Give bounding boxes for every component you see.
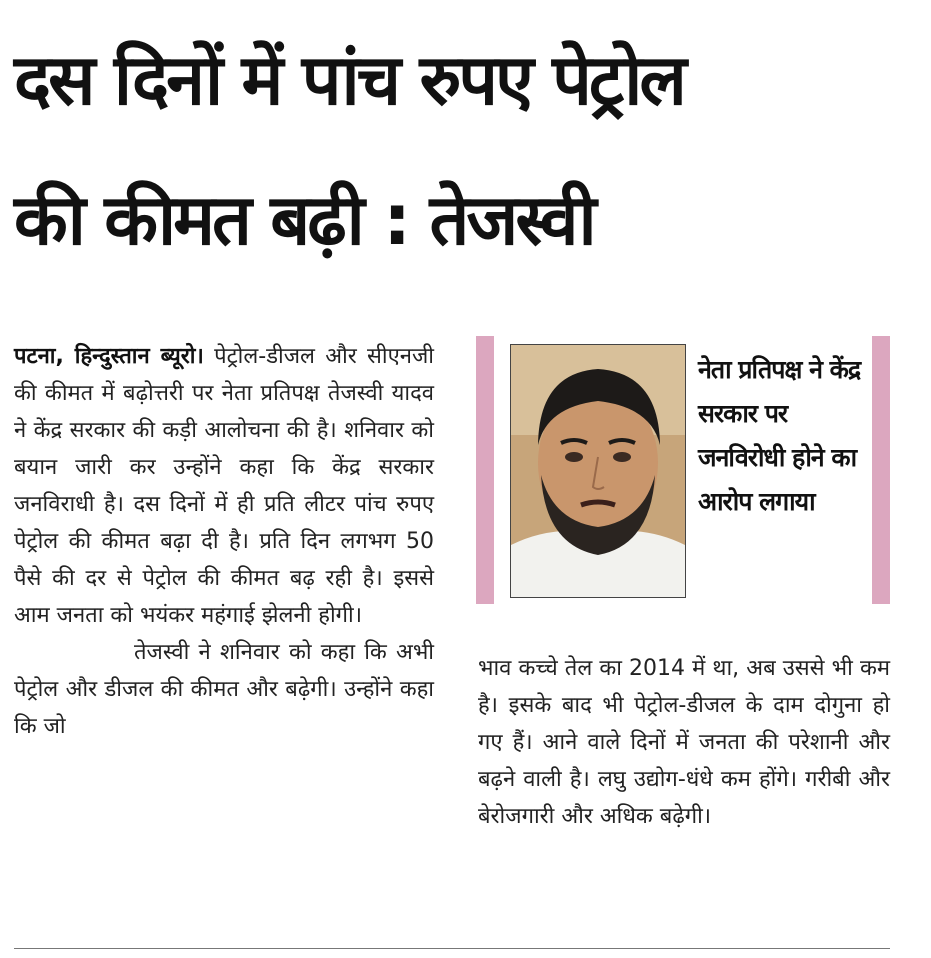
paragraph-1-text: पेट्रोल-डीजल और सीएनजी की कीमत में बढ़ोत्तरी पर नेता प्रतिपक्ष तेजस्वी यादव ने केंद्र सरकार की कड़ी आलोचना की है। शनिवार को बयान जारी कर उन्होंने कहा कि केंद्र सरकार जनविराधी है। दस दिनों में ही प्रति लीटर पांच रुपए पेट्रोल की कीमत बढ़ा दी है। प्रति दिन लगभग 50 पैसे की दर से पेट्रोल की कीमत बढ़ रही है। इससे आम जनता को भयंकर महंगाई झेलनी होगी। (14, 344, 434, 628)
pull-quote-text: नेता प्रतिपक्ष ने केंद्र सरकार पर जनविरोधी होने का आरोप लगाया (698, 355, 861, 516)
bottom-rule (14, 948, 890, 949)
paragraph-2: तेजस्वी ने शनिवार को कहा कि अभी पेट्रोल और डीजल की कीमत और बढ़ेगी। उन्होंने कहा कि जो (14, 640, 434, 739)
dateline: पटना, हिन्दुस्तान ब्यूरो। (14, 344, 204, 369)
article-column-left (14, 338, 434, 745)
article-column-right (478, 650, 890, 835)
paragraph-1 (14, 338, 434, 634)
portrait-illustration (511, 345, 685, 597)
headline-line-1: दस दिनों में पांच रुपए पेट्रोल (14, 39, 684, 121)
portrait-photo (510, 344, 686, 598)
headline-line-2: की कीमत बढ़ी : तेजस्वी (14, 179, 594, 261)
accent-bar-right (872, 336, 890, 604)
headline (14, 10, 919, 290)
pull-quote-box (476, 336, 890, 604)
paragraph-3: भाव कच्चे तेल का 2014 में था, अब उससे भी कम है। इसके बाद भी पेट्रोल-डीजल के दाम दोगुना हो गए हैं। आने वाले दिनों में जनता की परेशानी और बढ़ने वाली है। लघु उद्योग-धंधे कम होंगे। गरीबी और बेरोजगारी और अधिक बढ़ेगी। (478, 656, 890, 829)
accent-bar-left (476, 336, 494, 604)
